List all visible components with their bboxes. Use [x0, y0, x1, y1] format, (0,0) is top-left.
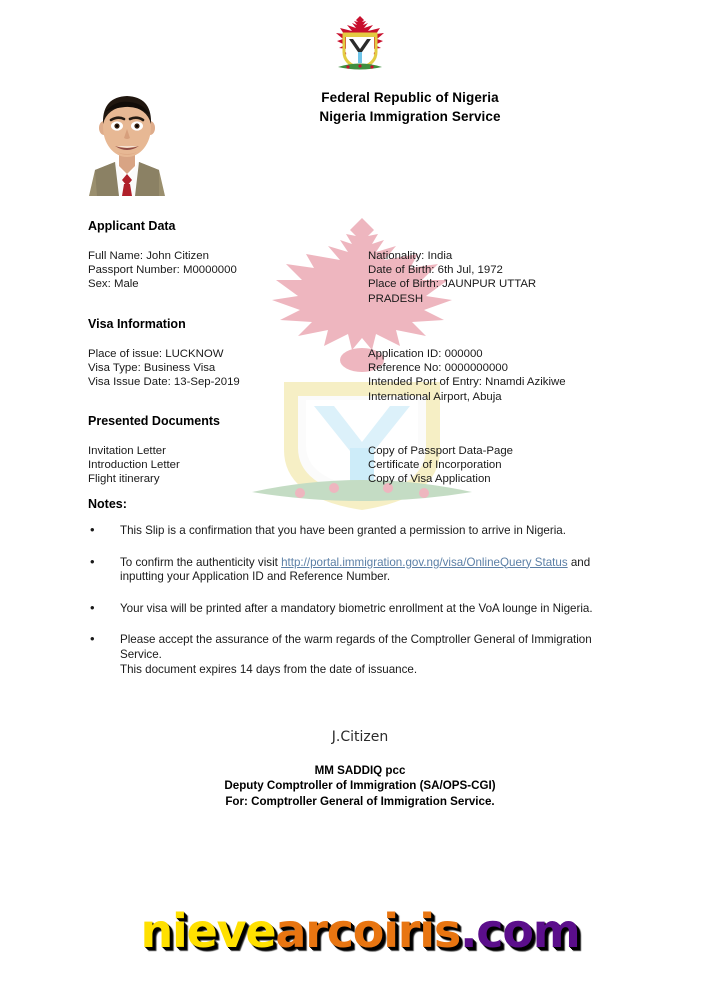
applicant-data-right-column [368, 249, 593, 306]
note-item [88, 553, 608, 585]
signatory-officer-for: For: Comptroller General of Immigration Service. [225, 794, 495, 808]
visa-application-id: Application ID: 000000 [368, 348, 483, 360]
note-item [88, 524, 608, 539]
signatory-officer-title: Deputy Comptroller of Immigration (SA/OPS-CGI) [224, 779, 496, 793]
bullet-icon: • [90, 599, 95, 615]
document-item: Introduction Letter [88, 459, 180, 472]
section-title-applicant-data: Applicant Data [88, 219, 176, 233]
document-item: Certificate of Incorporation [368, 459, 502, 472]
visa-information-left-column [88, 347, 358, 390]
applicant-place-of-birth: Place of Birth: JAUNPUR UTTAR PRADESH [368, 278, 537, 305]
note-text: Your visa will be printed after a mandatory biometric enrollment at the VoA lounge in Nigeria. [120, 601, 593, 615]
online-query-status-link[interactable]: http://portal.immigration.gov.ng/visa/OnlineQuery Status [281, 555, 568, 569]
note-text: This Slip is a confirmation that you have been granted a permission to arrive in Nigeria. [120, 524, 566, 537]
presented-documents-right-column [368, 444, 593, 487]
note-text-before-link: To confirm the authenticity visit [120, 555, 282, 569]
brand-part-3: .com [460, 904, 580, 958]
section-title-presented-documents: Presented Documents [88, 414, 220, 428]
visa-issue-date: Visa Issue Date: 13-Sep-2019 [88, 376, 240, 389]
applicant-passport-number: Passport Number: M0000000 [88, 264, 237, 277]
section-title-visa-information: Visa Information [88, 317, 186, 331]
document-item: Copy of Passport Data-Page [368, 445, 513, 457]
document-item: Invitation Letter [88, 445, 166, 457]
note-item [88, 633, 608, 677]
signature-name: J.Citizen [331, 729, 389, 745]
signatory-block [0, 763, 720, 809]
brand-watermark [0, 904, 720, 958]
bullet-icon: • [90, 631, 95, 647]
document-item: Copy of Visa Application [368, 473, 491, 486]
note-item [88, 599, 608, 617]
applicant-photo [81, 86, 173, 196]
brand-part-1: nieve [140, 904, 276, 958]
org-title-line2: Nigeria Immigration Service [319, 109, 501, 124]
note-text-secondary: This document expires 14 days from the date of issuance. [120, 662, 418, 676]
organization-title [200, 88, 620, 126]
visa-type: Visa Type: Business Visa [88, 362, 216, 375]
notes-list [88, 524, 608, 694]
visa-information-right-column [368, 347, 593, 404]
org-title-line1: Federal Republic of Nigeria [321, 90, 499, 105]
visa-intended-port-of-entry: Intended Port of Entry: Nnamdi Azikiwe International Airport, Abuja [368, 376, 566, 403]
brand-watermark-text [140, 904, 580, 958]
applicant-nationality: Nationality: India [368, 250, 453, 262]
visa-place-of-issue: Place of issue: LUCKNOW [88, 348, 224, 360]
presented-documents-left-column [88, 444, 358, 487]
note-text: Please accept the assurance of the warm regards of the Comptroller General of Immigration Service. [120, 633, 592, 661]
applicant-date-of-birth: Date of Birth: 6th Jul, 1972 [368, 264, 503, 277]
document-item: Flight itinerary [88, 473, 160, 486]
note-text-after-link: and inputting your Application ID and Reference Number. [120, 555, 591, 584]
bullet-icon: • [90, 553, 95, 569]
applicant-data-left-column [88, 249, 358, 292]
bullet-icon: • [90, 522, 95, 537]
brand-part-2: arcoiris [275, 904, 461, 958]
signatory-officer-name: MM SADDIQ pcc [314, 764, 406, 777]
visa-reference-no: Reference No: 0000000000 [368, 362, 508, 375]
nigeria-coat-of-arms-icon [334, 12, 386, 76]
applicant-full-name: Full Name: John Citizen [88, 250, 209, 262]
section-title-notes: Notes: [88, 497, 127, 511]
applicant-sex: Sex: Male [88, 278, 139, 291]
